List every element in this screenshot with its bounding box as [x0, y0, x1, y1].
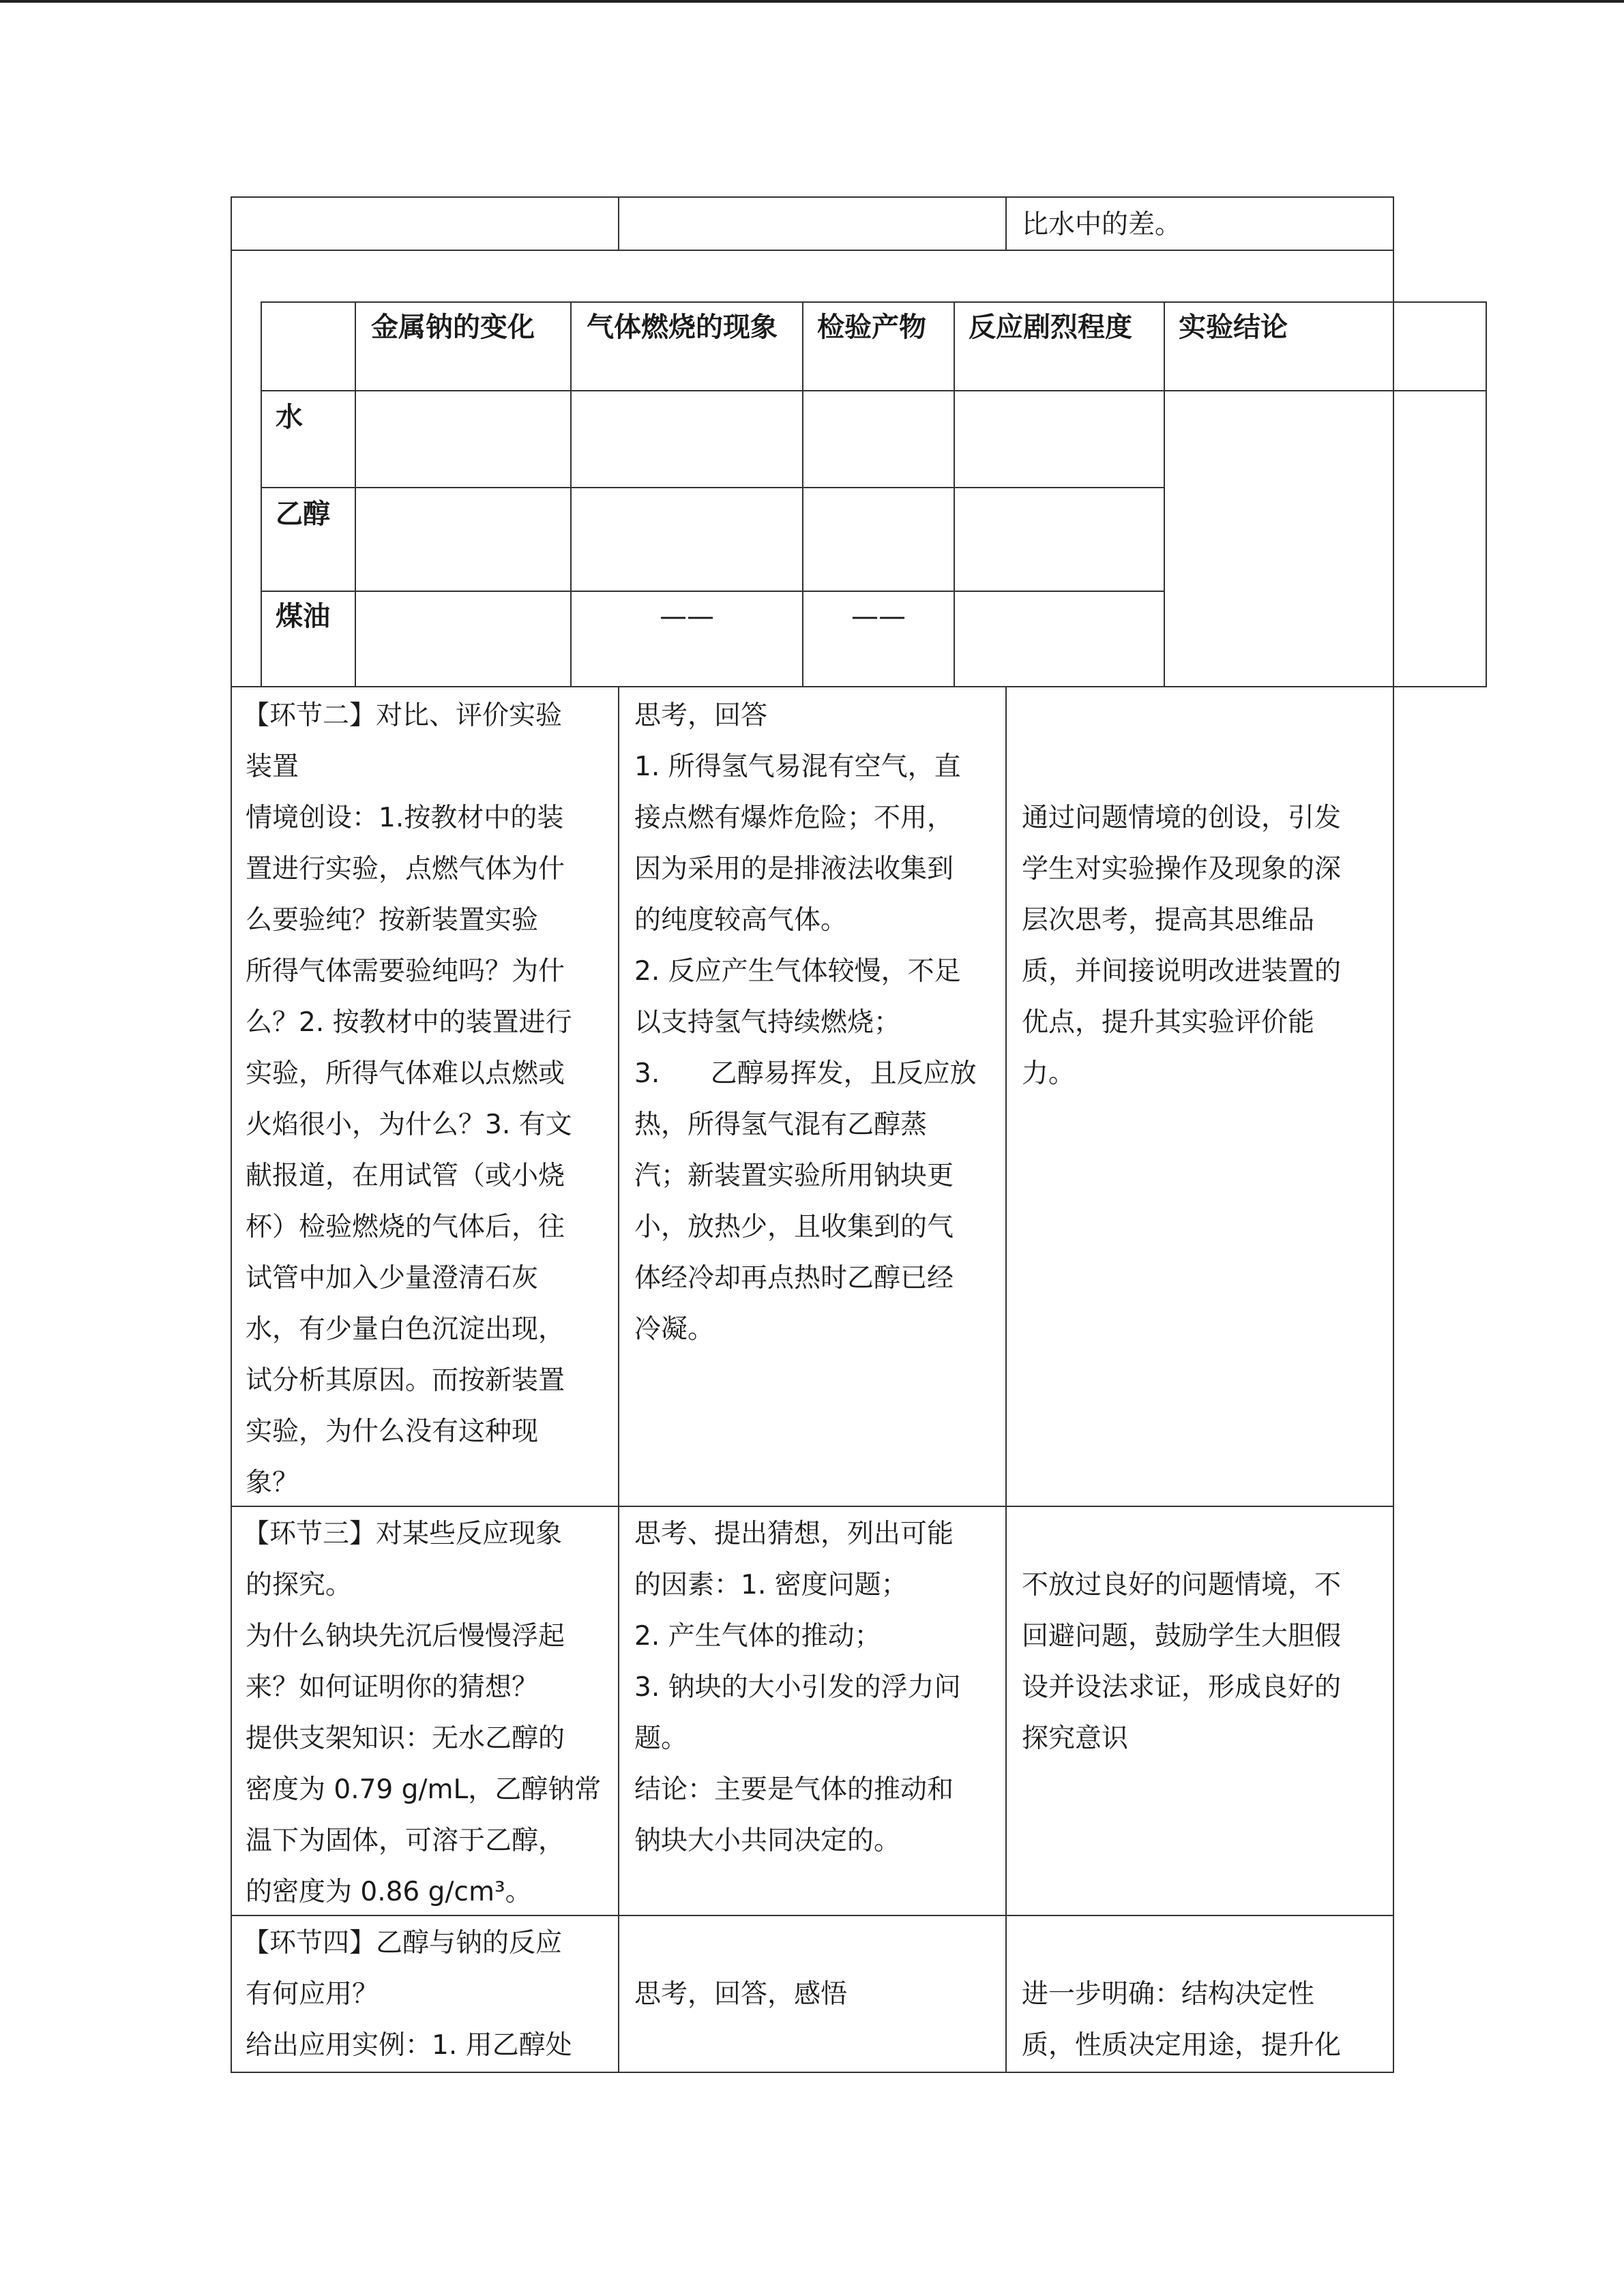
teacher-line: 杯）检验燃烧的气体后，往 — [246, 1212, 565, 1242]
compare-row-label: 煤油 — [276, 601, 330, 632]
teacher-line: 来？如何证明你的猜想？ — [246, 1672, 539, 1703]
student-line: 思考，回答 — [634, 700, 768, 731]
teacher-line: 置进行实验，点燃气体为什 — [246, 854, 565, 884]
student-line: 以支持氢气持续燃烧； — [634, 1007, 901, 1038]
row-divider — [231, 250, 1394, 251]
teacher-line: 装置 — [246, 751, 299, 782]
intent-line: 探究意识 — [1022, 1723, 1129, 1754]
student-line: 体经冷却再点热时乙醇已经 — [634, 1263, 954, 1294]
teacher-line: 实验，为什么没有这种现 — [246, 1416, 539, 1447]
intent-line: 质，性质决定用途，提升化 — [1022, 2030, 1342, 2061]
teacher-line: 的密度为 0.86 g/cm³。 — [246, 1877, 532, 1907]
student-line: 结论：主要是气体的推动和 — [634, 1774, 954, 1805]
student-line: 1. 所得氢气易混有空气，直 — [634, 751, 961, 782]
col-divider — [1005, 686, 1007, 2073]
intent-line: 通过问题情境的创设，引发 — [1022, 803, 1342, 833]
student-line: 钠块大小共同决定的。 — [634, 1825, 901, 1856]
teacher-line: 【环节二】对比、评价实验 — [243, 700, 563, 731]
student-line: 3. 钠块的大小引发的浮力问 — [634, 1672, 961, 1703]
student-line: 汽；新装置实验所用钠块更 — [634, 1161, 954, 1191]
col-divider — [1005, 196, 1007, 250]
teacher-line: 水，有少量白色沉淀出现， — [246, 1314, 565, 1345]
student-line: 因为采用的是排液法收集到 — [634, 854, 954, 884]
student-line: 2. 反应产生气体较慢，不足 — [634, 956, 961, 987]
compare-row-label: 水 — [276, 402, 303, 433]
compare-col-divider — [1393, 301, 1394, 687]
student-line: 的纯度较高气体。 — [634, 905, 848, 936]
compare-col-divider — [954, 301, 955, 687]
teacher-line: 实验，所得气体难以点燃或 — [246, 1058, 565, 1089]
teacher-line: 火焰很小，为什么？3. 有文 — [246, 1109, 572, 1140]
teacher-line: 试分析其原因。而按新装置 — [246, 1365, 565, 1396]
teacher-line: 么要验纯？按新装置实验 — [246, 905, 539, 936]
student-line: 热，所得氢气混有乙醇蒸 — [634, 1109, 928, 1140]
compare-row-divider — [261, 487, 1165, 488]
teacher-line: 的探究。 — [246, 1570, 353, 1600]
student-line: 冷凝。 — [634, 1314, 715, 1345]
intent-line: 优点，提升其实验评价能 — [1022, 1007, 1315, 1038]
teacher-line: 情境创设：1.按教材中的装 — [246, 803, 564, 833]
intent-line: 力。 — [1022, 1058, 1076, 1089]
compare-dash-cell: —— — [660, 601, 714, 632]
compare-row-divider — [261, 390, 1487, 391]
compare-row-divider — [261, 591, 1165, 592]
student-line: 3. 乙醇易挥发，且反应放 — [634, 1058, 977, 1089]
compare-header: 检验产物 — [817, 312, 926, 343]
teacher-line: 么？2. 按教材中的装置进行 — [246, 1007, 572, 1038]
student-line: 思考、提出猜想，列出可能 — [634, 1519, 954, 1549]
teacher-line: 【环节四】乙醇与钠的反应 — [243, 1928, 563, 1958]
top-row-col3-text: 比水中的差。 — [1022, 209, 1182, 240]
teacher-line: 有何应用？ — [246, 1979, 379, 2010]
intent-line: 层次思考，提高其思维品 — [1022, 905, 1315, 936]
teacher-line: 【环节三】对某些反应现象 — [243, 1519, 563, 1549]
compare-header: 气体燃烧的现象 — [587, 312, 778, 343]
teacher-line: 温下为固体，可溶于乙醇， — [246, 1825, 565, 1856]
intent-line: 不放过良好的问题情境，不 — [1022, 1570, 1342, 1600]
row-divider — [231, 1506, 1394, 1507]
student-line: 思考，回答，感悟 — [634, 1979, 848, 2010]
teacher-line: 试管中加入少量澄清石灰 — [246, 1263, 539, 1294]
compare-col-divider — [1164, 301, 1165, 687]
compare-dash-cell: —— — [851, 601, 906, 632]
intent-line: 设并设法求证，形成良好的 — [1022, 1672, 1342, 1703]
compare-row-label: 乙醇 — [276, 498, 330, 530]
teacher-line: 给出应用实例：1. 用乙醇处 — [246, 2030, 572, 2061]
teacher-line: 密度为 0.79 g/mL，乙醇钠常 — [246, 1774, 602, 1805]
teacher-line: 提供支架知识：无水乙醇的 — [246, 1723, 565, 1754]
teacher-line: 象？ — [246, 1467, 299, 1498]
intent-line: 回避问题，鼓励学生大胆假 — [1022, 1621, 1342, 1652]
teacher-line: 所得气体需要验纯吗？为什 — [246, 956, 565, 987]
student-line: 2. 产生气体的推动； — [634, 1621, 881, 1652]
col-divider — [618, 196, 619, 250]
compare-header: 实验结论 — [1179, 312, 1288, 343]
compare-header: 金属钠的变化 — [371, 312, 535, 343]
compare-col-divider — [355, 301, 356, 687]
student-line: 题。 — [634, 1723, 688, 1754]
intent-line: 进一步明确：结构决定性 — [1022, 1979, 1315, 2010]
teacher-line: 献报道，在用试管（或小烧 — [246, 1161, 565, 1191]
col-divider — [618, 686, 619, 2073]
page-top-border — [0, 0, 1624, 3]
student-line: 接点燃有爆炸危险；不用， — [634, 803, 954, 833]
student-line: 的因素：1. 密度问题； — [634, 1570, 908, 1600]
intent-line: 质，并间接说明改进装置的 — [1022, 956, 1342, 987]
student-line: 小，放热少，且收集到的气 — [634, 1212, 954, 1242]
intent-line: 学生对实验操作及现象的深 — [1022, 854, 1342, 884]
teacher-line: 为什么钠块先沉后慢慢浮起 — [246, 1621, 565, 1652]
compare-header: 反应剧烈程度 — [969, 312, 1132, 343]
